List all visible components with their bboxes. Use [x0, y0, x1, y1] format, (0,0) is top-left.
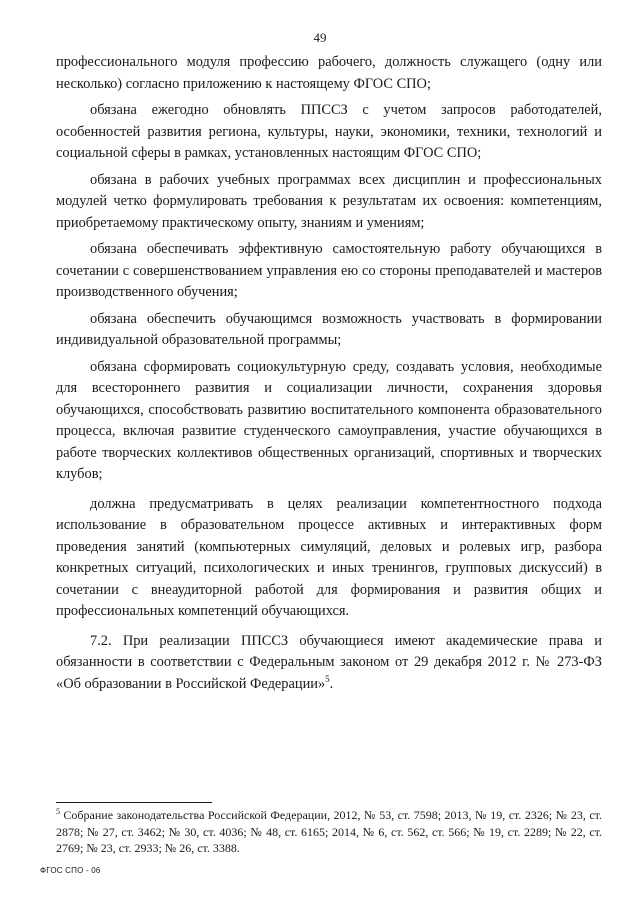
paragraph-independent-work: обязана обеспечивать эффективную самостоятельную работу обучающихся в сочетании с совершенствованием управления ею со стороны преподавателей и мастеров производственного обучения; — [56, 241, 602, 300]
paragraph-individual-program: обязана обеспечить обучающимся возможность участвовать в формировании индивидуальной образовательной программы; — [56, 310, 602, 348]
page-number: 49 — [313, 30, 327, 45]
footnote-reference: 5 — [325, 673, 330, 684]
footnote-divider — [56, 802, 212, 803]
paragraph-update-ppssz: обязана ежегодно обновлять ППССЗ с учетом запросов работодателей, особенностей развития региона, культуры, науки, экономики, техники, технологий и социальной сферы в рамках, установленных настоящим ФГОС СПО; — [56, 102, 602, 161]
footnote — [56, 807, 602, 857]
section-7-2-end: . — [329, 675, 334, 692]
paragraph-sociocultural-environment: обязана сформировать социокультурную среду, создавать условия, необходимые для всестороннего развития и социализации личности, сохранения здоровья обучающихся, способствовать развитию воспитательного компонента образовательного процесса, включая развитие студенческого самоуправления, участие обучающихся в работе творческих коллективов общественных организаций, спортивных и творческих клубов; — [56, 358, 602, 482]
section-7-2 — [56, 631, 602, 696]
footnote-text: Собрание законодательства Российской Федерации, 2012, № 53, ст. 7598; 2013, № 19, ст. 2326; № 23, ст. 2878; № 27, ст. 3462; № 30, ст. 4036; № 48, ст. 6165; 2014, № 6, ст. 562, ст. 566; № 19, ст. 2289; № 22, ст. 2769; № 23, ст. 2933; № 26, ст. 3388. — [56, 808, 602, 855]
paragraph-requirements: обязана в рабочих учебных программах всех дисциплин и профессиональных модулей четко формулировать требования к результатам их освоения: компетенциям, приобретаемому практическому опыту, знаниям и умениям; — [56, 171, 602, 231]
footer-document-code: ФГОС СПО - 06 — [40, 866, 101, 875]
body-text — [56, 52, 602, 700]
paragraph-interactive-forms: должна предусматривать в целях реализации компетентностного подхода использование в образовательном процессе активных и интерактивных форм проведения занятий (компьютерных симуляций, деловых и ролевых игр, разбора конкретных ситуаций, психологических и иных тренингов, групповых дискуссий) в сочетании с внеаудиторной работой для формирования и развития общих и профессиональных компетенций обучающихся. — [56, 495, 602, 619]
section-7-2-text: 7.2. При реализации ППССЗ обучающиеся имеют академические права и обязанности в соответствии с Федеральным законом от 29 декабря 2012 г. № 273-ФЗ «Об образовании в Российской Федерации» — [56, 632, 602, 692]
footnote-marker: 5 — [56, 807, 60, 816]
paragraph-continuation: профессионального модуля профессию рабочего, должность служащего (одну или несколько) согласно приложению к настоящему ФГОС СПО; — [56, 54, 602, 92]
